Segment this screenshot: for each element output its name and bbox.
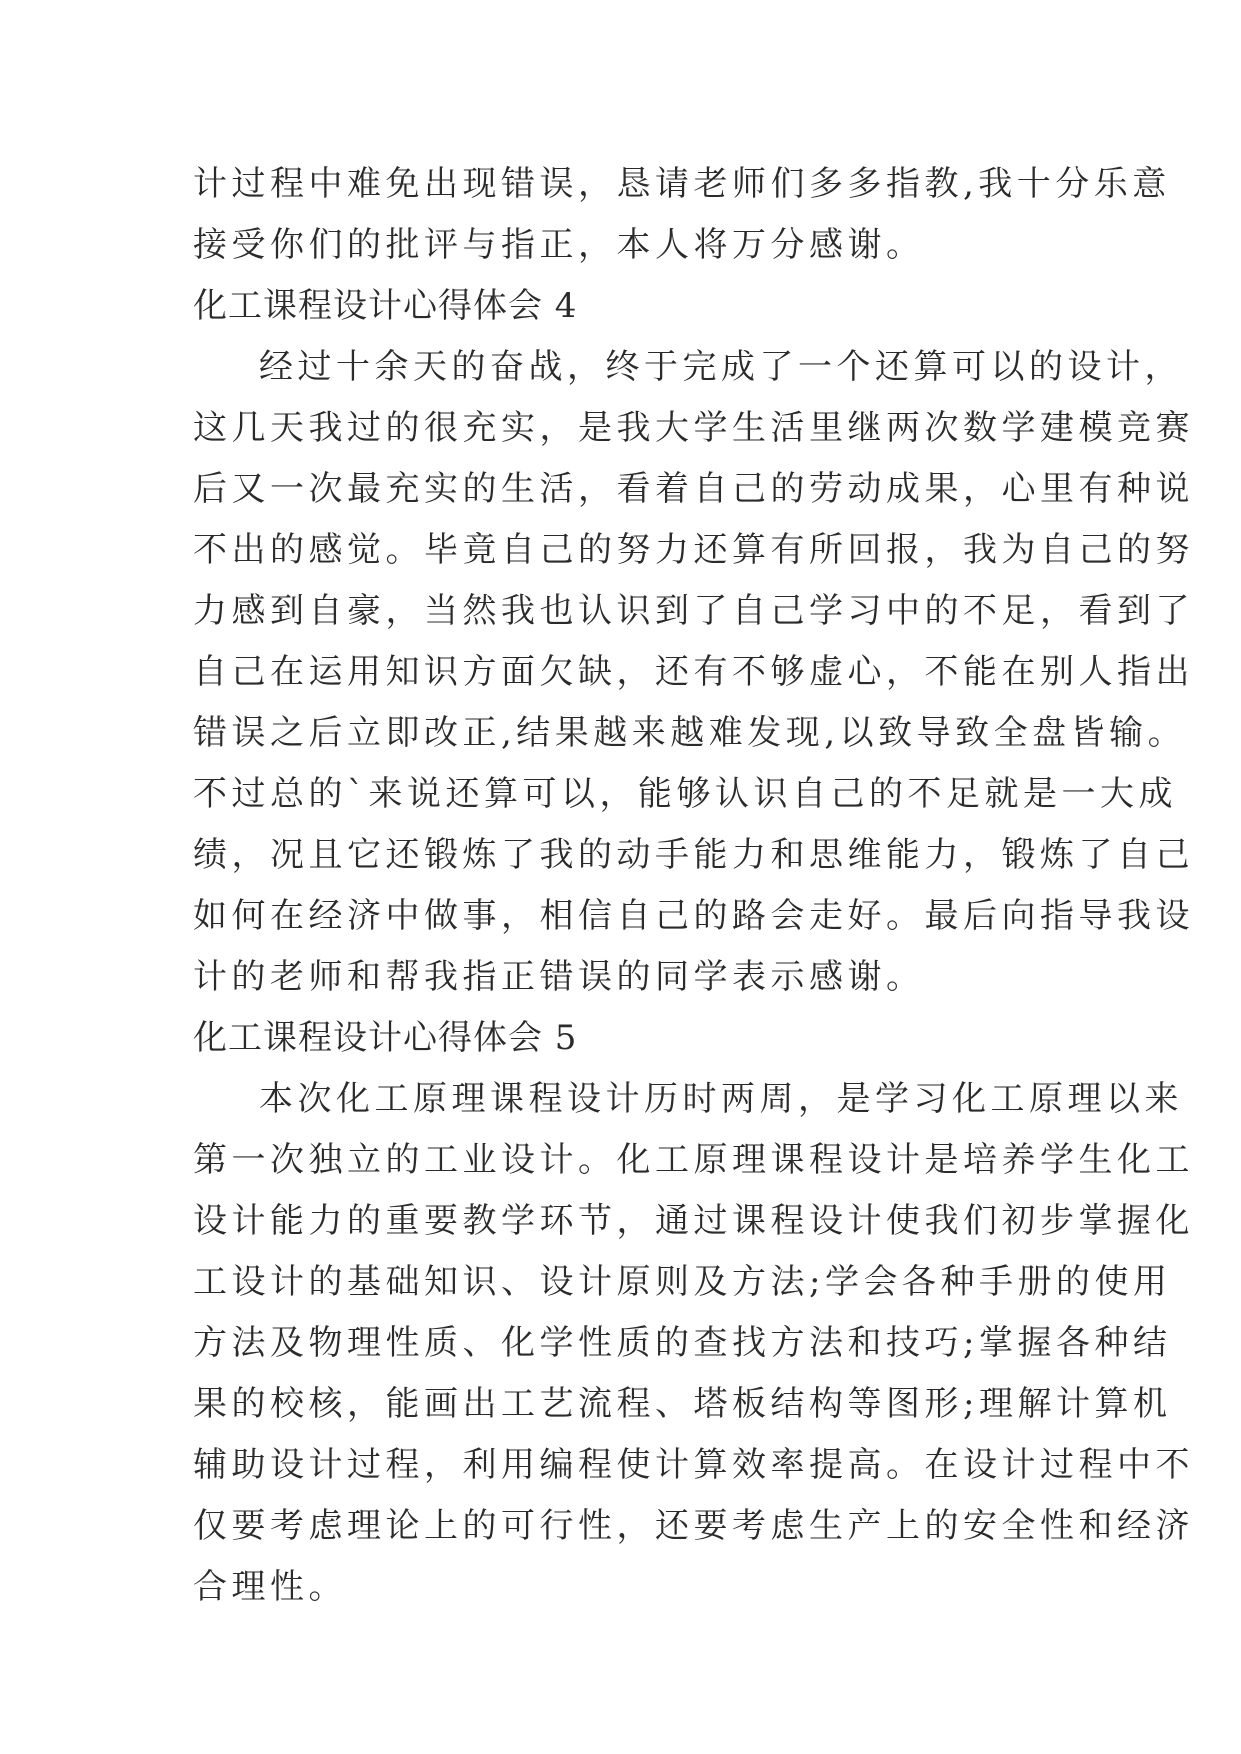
body-line: 力感到自豪，当然我也认识到了自己学习中的不足，看到了	[193, 591, 1194, 631]
body-line: 计过程中难免出现错误，恳请老师们多多指教,我十分乐意	[193, 164, 1171, 204]
body-line: 工设计的基础知识、设计原则及方法;学会各种手册的使用	[193, 1262, 1172, 1302]
body-line: 第一次独立的工业设计。化工原理课程设计是培养学生化工	[193, 1140, 1194, 1180]
body-line: 合理性。	[193, 1567, 347, 1607]
body-line: 不过总的`来说还算可以，能够认识自己的不足就是一大成	[193, 774, 1177, 814]
body-line: 不出的感觉。毕竟自己的努力还算有所回报，我为自己的努	[193, 530, 1194, 570]
body-line: 方法及物理性质、化学性质的查找方法和技巧;掌握各种结	[193, 1323, 1172, 1363]
body-line: 绩，况且它还锻炼了我的动手能力和思维能力，锻炼了自己	[193, 835, 1194, 875]
body-line: 计的老师和帮我指正错误的同学表示感谢。	[193, 957, 925, 997]
paragraph-first-line: 经过十余天的奋战，终于完成了一个还算可以的设计，	[259, 347, 1183, 387]
body-line: 设计能力的重要教学环节，通过课程设计使我们初步掌握化	[193, 1201, 1194, 1241]
paragraph-first-line: 本次化工原理课程设计历时两周，是学习化工原理以来	[259, 1079, 1183, 1119]
body-line: 错误之后立即改正,结果越来越难发现,以致导致全盘皆输。	[193, 713, 1187, 753]
body-line: 仅要考虑理论上的可行性，还要考虑生产上的安全性和经济	[193, 1506, 1194, 1546]
body-line: 自己在运用知识方面欠缺，还有不够虚心，不能在别人指出	[193, 652, 1194, 692]
section-heading: 化工课程设计心得体会 5	[193, 1018, 578, 1058]
section-heading: 化工课程设计心得体会 4	[193, 286, 578, 326]
body-line: 后又一次最充实的生活，看着自己的劳动成果，心里有种说	[193, 469, 1194, 509]
body-line: 如何在经济中做事，相信自己的路会走好。最后向指导我设	[193, 896, 1194, 936]
document-body	[193, 154, 1194, 1618]
body-line: 这几天我过的很充实，是我大学生活里继两次数学建模竞赛	[193, 408, 1194, 448]
body-line: 辅助设计过程，利用编程使计算效率提高。在设计过程中不	[193, 1445, 1194, 1485]
body-line: 果的校核，能画出工艺流程、塔板结构等图形;理解计算机	[193, 1384, 1172, 1424]
body-line: 接受你们的批评与指正，本人将万分感谢。	[193, 225, 925, 265]
